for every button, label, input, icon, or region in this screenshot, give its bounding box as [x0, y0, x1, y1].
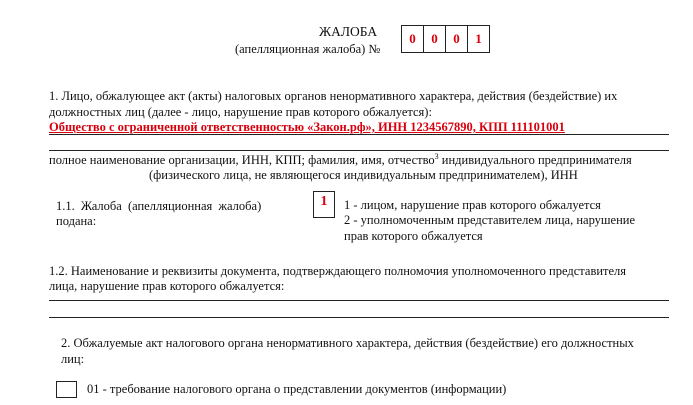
submitter-option-2-line1: 2 - уполномоченным представителем лица, нарушение	[344, 213, 636, 227]
section1-caption-line2: (физического лица, не являющегося индивидуальным предпринимателем), ИНН	[149, 168, 578, 182]
section1-heading-line1: 1. Лицо, обжалующее акт (акты) налоговых органов ненормативного характера, действия (бездействие) их	[49, 89, 618, 103]
section1-2-line1: 1.2. Наименование и реквизиты документа, подтверждающего полномочия уполномоченного представителя	[49, 264, 627, 278]
complaint-number-digit[interactable]: 0	[423, 25, 446, 53]
document-subtitle: (апелляционная жалоба) №	[235, 42, 381, 56]
complaint-number-digit[interactable]: 0	[401, 25, 424, 53]
appeal-type-checkbox-label: 01 - требование налогового органа о представлении документов (информации)	[87, 382, 507, 396]
section1-caption-line1	[49, 152, 632, 168]
section2-line2: лиц:	[61, 352, 85, 366]
organization-name-field[interactable]: Общество с ограниченной ответственностью «Закон.рф», ИНН 1234567890, КПП 111101001	[49, 120, 565, 134]
section1-heading-line2: должностных лиц (далее - лицо, нарушение прав которого обжалуется):	[49, 105, 432, 119]
section2-line1: 2. Обжалуемые акт налогового органа ненормативного характера, действия (бездействие) его должностных	[61, 336, 634, 350]
caption-text: полное наименование организации, ИНН, КПП; фамилия, имя, отчество	[49, 153, 435, 168]
submitter-option-2-line2: прав которого обжалуется	[344, 229, 483, 243]
appeal-type-checkbox[interactable]	[56, 381, 77, 398]
complaint-number-digit[interactable]: 0	[445, 25, 468, 53]
document-title: ЖАЛОБА	[319, 24, 378, 39]
complaint-number-boxes	[401, 25, 490, 53]
section1-1-label-line2: подана:	[56, 214, 97, 228]
footnote-marker: 3	[434, 152, 439, 161]
field-underline[interactable]	[49, 317, 669, 318]
section1-1-label-line1: 1.1. Жалоба (апелляционная жалоба)	[56, 199, 262, 213]
section1-2-line2: лица, нарушение прав которого обжалуется:	[49, 279, 285, 293]
submitter-code-field[interactable]: 1	[313, 191, 335, 218]
caption-text-end: индивидуального предпринимателя	[438, 153, 632, 168]
field-underline	[49, 134, 669, 135]
complaint-number-digit[interactable]: 1	[467, 25, 490, 53]
submitter-option-1: 1 - лицом, нарушение прав которого обжалуется	[344, 198, 601, 212]
field-underline	[49, 150, 669, 151]
field-underline[interactable]	[49, 300, 669, 301]
